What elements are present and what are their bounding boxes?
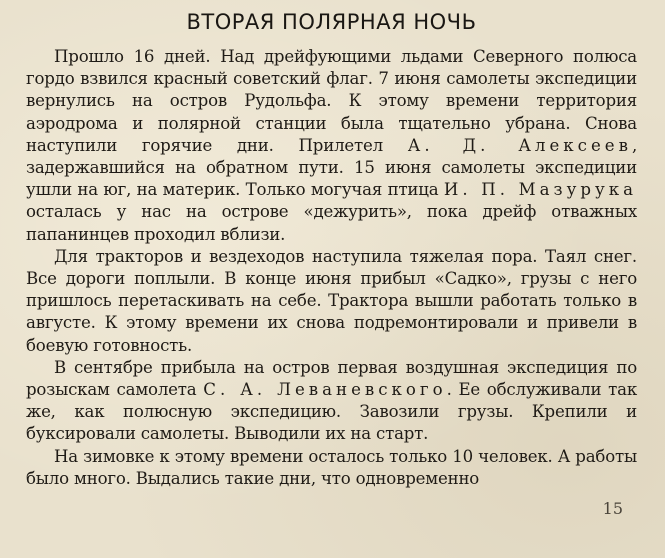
paragraph-3-text-2: . Ее обслуживали так же, как полюсную экспедицию. Завозили грузы. Крепили и буксировали самолеты. Выводили их на старт. <box>26 380 637 444</box>
paragraph-2: Для тракторов и вездеходов наступила тяжелая пора. Таял снег. Все дороги поплыли. В конце июня прибыл «Садко», грузы с него пришлось перетаскивать на себе. Трактора вышли работать только в августе. К этому времени их снова подремонтировали и привели в боевую готовность. <box>26 246 637 355</box>
paragraph-1-text-2: , задержавшийся на обратном пути. 15 июня самолеты экспедиции ушли на юг, на материк. Только могучая птица <box>26 135 638 200</box>
paragraph-3-name-levanevsky: С. А. Леваневского <box>203 380 447 400</box>
paragraph-1 <box>26 46 637 246</box>
page-number: 15 <box>602 499 623 518</box>
chapter-heading: ВТОРАЯ ПОЛЯРНАЯ НОЧЬ <box>186 10 477 34</box>
paragraph-3-text-1: В сентябре прибыла на остров первая воздушная экспедиция по розыскам самолета <box>26 357 637 400</box>
paragraph-4: На зимовке к этому времени осталось только 10 человек. А работы было много. Выдались такие дни, что одновременно <box>26 446 637 488</box>
paragraph-1-text-3: осталась у нас на острове «дежурить», пока дрейф отважных папанинцев проходил вблизи. <box>26 202 637 244</box>
paragraph-3 <box>26 357 637 446</box>
paragraph-1-name-mazuruk: И. П. Мазурука <box>443 180 638 200</box>
paragraph-1-text-1: Прошло 16 дней. Над дрейфующими льдами Северного полюса гордо взвился красный советский флаг. 7 июня самолеты экспедиции вернулись на остров Рудольфа. К этому времени территория аэродрома и полярной станции была тщательно убрана. Снова наступили горячие дни. Прилетел <box>26 47 637 155</box>
body-text <box>26 46 637 490</box>
paragraph-1-name-alekseev: А. Д. Алексеев <box>407 135 632 155</box>
